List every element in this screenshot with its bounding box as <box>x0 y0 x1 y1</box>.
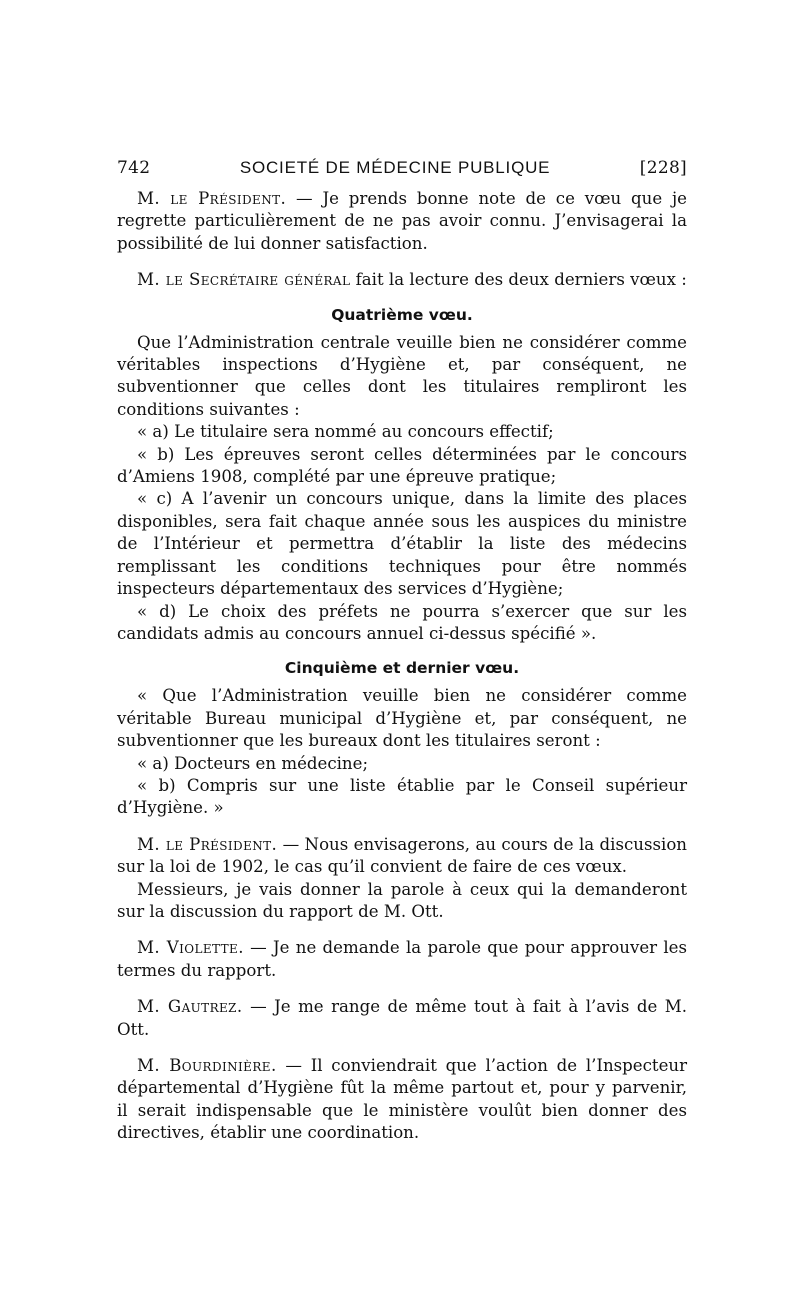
paragraph-fifth-wish-intro: « Que l’Administration veuille bien ne considérer comme véritable Bureau municipal d’Hygiène et, par conséquent, ne subventionner que les bureaux dont les titulaires seront : <box>117 686 687 751</box>
speaker-name: M. le Secrétaire général <box>137 270 351 290</box>
paragraph-president-reply <box>117 188 687 255</box>
paragraph-fourth-wish-intro: Que l’Administration centrale veuille bien ne considérer comme véritables inspections d’Hygiène et, par conséquent, ne subventionner que celles dont les titulaires rempliront les conditions suivantes : <box>117 332 687 419</box>
paragraph-gautrez <box>117 996 687 1041</box>
list-item-b: « b) Compris sur une liste établie par le Conseil supérieur d’Hygiène. » <box>117 775 687 818</box>
document-page <box>117 158 687 1145</box>
list-item-d: « d) Le choix des préfets ne pourra s’exercer que sur les candidats admis au concours annuel ci-dessus spécifié ». <box>117 601 687 643</box>
list-item-a: « a) Docteurs en médecine; <box>137 753 369 773</box>
paragraph-bourdiniere <box>117 1055 687 1145</box>
speaker-name: M. le Président. <box>137 189 287 208</box>
list-item-a: « a) Le titulaire sera nommé au concours effectif; <box>137 422 554 442</box>
speaker-name: M. Bourdinière. <box>137 1056 277 1075</box>
paragraph-president-continued: Messieurs, je vais donner la parole à ceux qui la demanderont sur la discussion du rapport de M. Ott. <box>117 879 687 921</box>
paragraph-violette <box>117 937 687 982</box>
section-heading-fifth-wish: Cinquième et dernier vœu. <box>284 659 520 678</box>
paragraph-secretary-reading <box>117 269 687 291</box>
speech-text: — Je me range de même tout à fait à l’avis de M. Ott. <box>117 997 688 1039</box>
list-item-b: « b) Les épreuves seront celles déterminées par le concours d’Amiens 1908, complété par une épreuve pratique; <box>117 444 687 487</box>
speech-text: fait la lecture des deux derniers vœux : <box>350 270 687 290</box>
bracket-page-number: [228] <box>639 158 687 178</box>
speaker-name: M. Gautrez. <box>137 997 243 1017</box>
speech-text: — Nous envisagerons, au cours de la discussion sur la loi de 1902, le cas qu’il convient de faire de ces vœux. <box>117 834 687 877</box>
paragraph-president-response <box>117 834 687 879</box>
speech-text: — Je prends bonne note de ce vœu que je regrette particulièrement de ne pas avoir connu. J’envisagerai la possibilité de lui donner satisfaction. <box>117 189 687 253</box>
speech-text: — Je ne demande la parole que pour approuver les termes du rapport. <box>117 938 687 980</box>
speaker-name: M. Violette. <box>137 938 244 958</box>
speaker-name: M. le Président. <box>137 834 278 854</box>
speech-text: — Il conviendrait que l’action de l’Inspecteur départemental d’Hygiène fût la même partout et, pour y parvenir, il serait indispensable que le ministère voulût bien donner des directives, établir une coordination. <box>117 1056 688 1143</box>
running-title: SOCIETÉ DE MÉDECINE PUBLIQUE <box>239 158 551 177</box>
list-item-c: « c) A l’avenir un concours unique, dans la limite des places disponibles, sera fait chaque année sous les auspices du ministre de l’Intérieur et permettra d’établir la liste des médecins remplissant les conditions techniques pour être nommés inspecteurs départementaux des services d’Hygiène; <box>117 489 687 599</box>
section-heading-fourth-wish: Quatrième vœu. <box>331 305 473 324</box>
page-number: 742 <box>117 158 151 178</box>
running-header <box>117 158 687 178</box>
